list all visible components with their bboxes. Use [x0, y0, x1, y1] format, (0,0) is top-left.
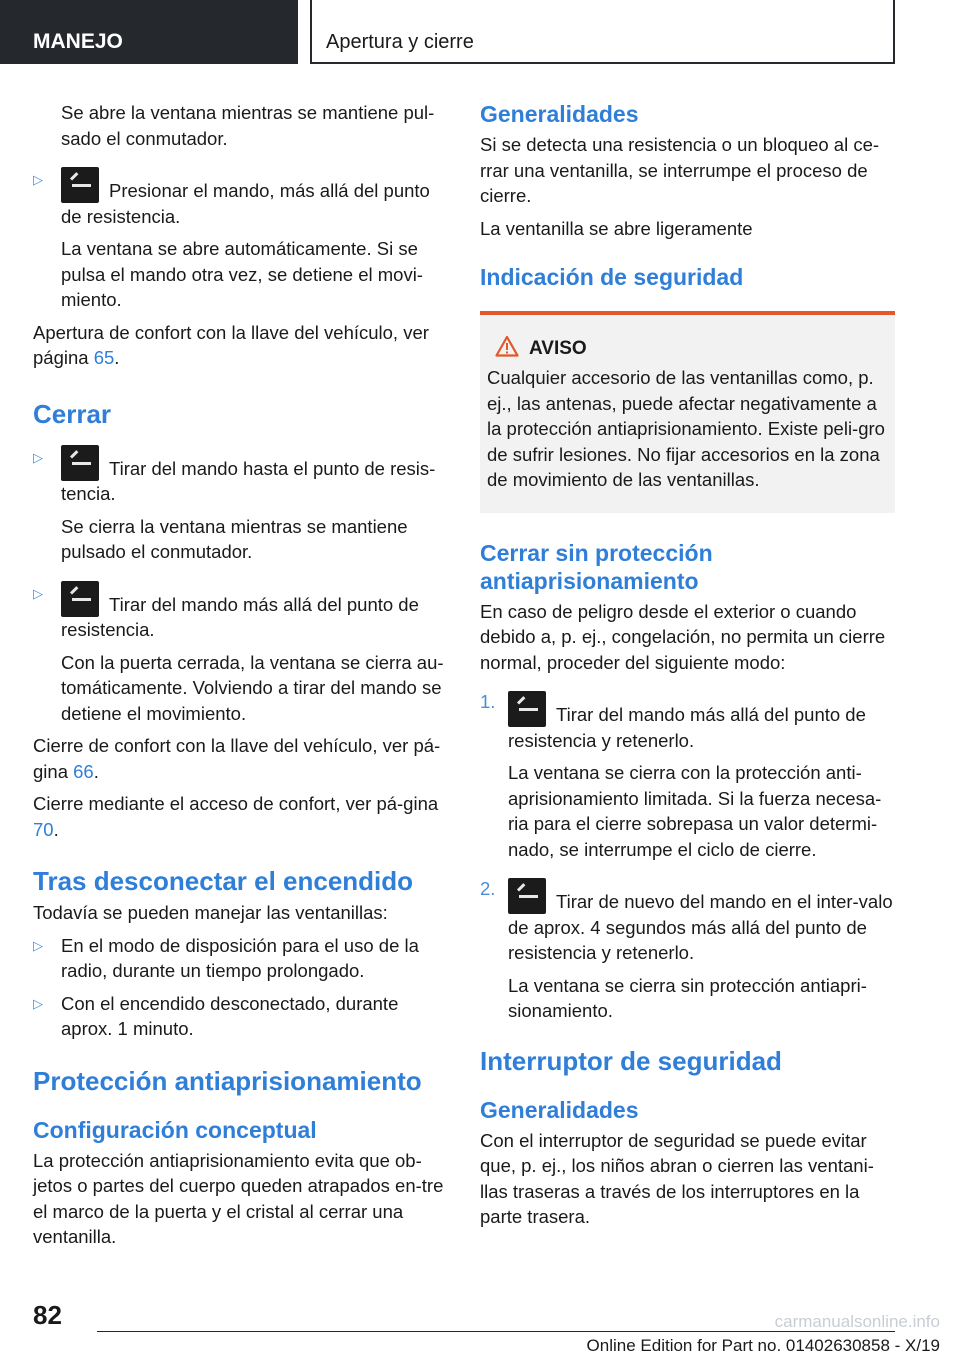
- text: Cierre de confort con la llave del vehículo, ver pá-gina: [33, 735, 441, 782]
- chapter-title: Apertura y cierre: [310, 0, 895, 64]
- paragraph: Se abre la ventana mientras se mantiene pul-sado el conmutador.: [61, 102, 435, 149]
- item-subtext: La ventana se abre automáticamente. Si se pulsa el mando otra vez, se detiene el movi-miento.: [61, 238, 423, 310]
- window-switch-icon: [508, 878, 546, 914]
- list-item: [33, 445, 448, 565]
- subsection-heading: Generalidades: [480, 1096, 639, 1123]
- list-item: [33, 991, 448, 1042]
- text: Cierre mediante el acceso de confort, ver pá-gina: [33, 793, 439, 814]
- paragraph: Cierre de confort con la llave del vehículo, ver pá-gina 66.: [33, 735, 441, 782]
- item-subtext: Con la puerta cerrada, la ventana se cierra au-tomáticamente. Volviendo a tirar del mando se detiene el movimiento.: [61, 651, 444, 724]
- page-link[interactable]: 65: [93, 347, 115, 368]
- warning-label: AVISO: [529, 338, 587, 359]
- paragraph: Apertura de confort con la llave del vehículo, ver página 65.: [33, 321, 429, 368]
- triangle-bullet-icon: ▷: [33, 937, 43, 953]
- paragraph: Todavía se pueden manejar las ventanillas:: [33, 902, 388, 923]
- page-number: 82: [33, 1300, 62, 1330]
- item-text: Con el encendido desconectado, durante aprox. 1 minuto.: [61, 992, 399, 1039]
- left-column: [33, 100, 448, 1250]
- item-text: Tirar del mando hasta el punto de resis-tencia.: [61, 457, 436, 504]
- edition-footer: Online Edition for Part no. 01402630858 - X/19: [586, 1336, 940, 1355]
- warning-title: [487, 335, 888, 362]
- list-item: [33, 581, 448, 727]
- step-subtext: La ventana se cierra sin protección antiapri-sionamiento.: [508, 974, 867, 1021]
- section-heading: Tras desconectar el encendido: [33, 866, 414, 896]
- step-text: Tirar de nuevo del mando en el inter-valo de aprox. 4 segundos más allá del punto de resistencia y retenerlo.: [508, 891, 893, 963]
- subsection-heading: Configuración conceptual: [33, 1116, 317, 1143]
- subsection-heading: Indicación de seguridad: [480, 264, 744, 290]
- step-subtext: La ventana se cierra con la protección anti-aprisionamiento limitada. Si la fuerza necesa-ria para el cierre sobrepasa un valor determi-nado, se interrumpe el ciclo de cierre.: [508, 762, 882, 860]
- triangle-bullet-icon: ▷: [33, 995, 43, 1011]
- subsection-heading: Generalidades: [480, 101, 639, 127]
- triangle-bullet-icon: ▷: [33, 172, 43, 187]
- paragraph: La protección antiaprisionamiento evita que ob-jetos o partes del cuerpo queden atrapados en-tre el marco de la puerta y el cristal al cerrar una ventanilla.: [33, 1149, 444, 1247]
- page-link[interactable]: 66: [73, 760, 94, 782]
- window-switch-icon: [508, 691, 546, 727]
- window-switch-icon: [61, 167, 99, 203]
- list-item: [33, 933, 448, 984]
- paragraph: Con el interruptor de seguridad se puede evitar que, p. ej., los niños abran o cierren las ventani-llas traseras a través de los interruptores en la parte trasera.: [480, 1129, 874, 1227]
- subsection-heading: Cerrar sin protección antiaprisionamiento: [480, 539, 713, 594]
- watermark: carmanualsonline.info: [774, 1312, 940, 1331]
- warning-triangle-icon: [495, 335, 519, 357]
- text: Apertura de confort con la llave del vehículo, ver página: [33, 321, 429, 368]
- warning-text: Cualquier accesorio de las ventanillas como, p. ej., las antenas, puede afectar negativamente a la protección antiaprisionamiento. Existe peli-gro de sufrir lesiones. No fijar accesorios en la zona de movimiento de las ventanillas.: [487, 367, 885, 490]
- section-heading: Protección antiaprisionamiento: [33, 1065, 422, 1096]
- page-link[interactable]: 70: [33, 818, 54, 840]
- step-number: 1.: [480, 691, 496, 712]
- step-text: Tirar del mando más allá del punto de resistencia y retenerlo.: [508, 704, 866, 751]
- item-text: En el modo de disposición para el uso de la radio, durante un tiempo prolongado.: [61, 934, 419, 981]
- paragraph: Cierre mediante el acceso de confort, ver pá-gina 70.: [33, 793, 439, 840]
- list-item: [33, 167, 448, 313]
- item-text: Tirar del mando más allá del punto de resistencia.: [61, 593, 419, 640]
- triangle-bullet-icon: ▷: [33, 449, 43, 465]
- step-item: [480, 878, 895, 1024]
- warning-box: [480, 311, 895, 513]
- paragraph: La ventanilla se abre ligeramente: [480, 217, 753, 239]
- window-switch-icon: [61, 581, 99, 617]
- window-switch-icon: [61, 445, 99, 481]
- step-number: 2.: [480, 878, 496, 899]
- section-tab: MANEJO: [0, 0, 298, 64]
- section-heading: Cerrar: [33, 398, 112, 429]
- paragraph: En caso de peligro desde el exterior o cuando debido a, p. ej., congelación, no permita un cierre normal, proceder del siguiente modo:: [480, 600, 886, 673]
- triangle-bullet-icon: ▷: [33, 585, 43, 601]
- step-item: [480, 691, 895, 862]
- section-heading: Interruptor de seguridad: [480, 1045, 782, 1076]
- right-column: [480, 100, 895, 1230]
- paragraph: Si se detecta una resistencia o un bloqueo al ce-rrar una ventanilla, se interrumpe el proceso de cierre.: [480, 134, 880, 206]
- item-subtext: Se cierra la ventana mientras se mantiene pulsado el conmutador.: [61, 515, 408, 562]
- item-text: Presionar el mando, más allá del punto de resistencia.: [61, 180, 430, 227]
